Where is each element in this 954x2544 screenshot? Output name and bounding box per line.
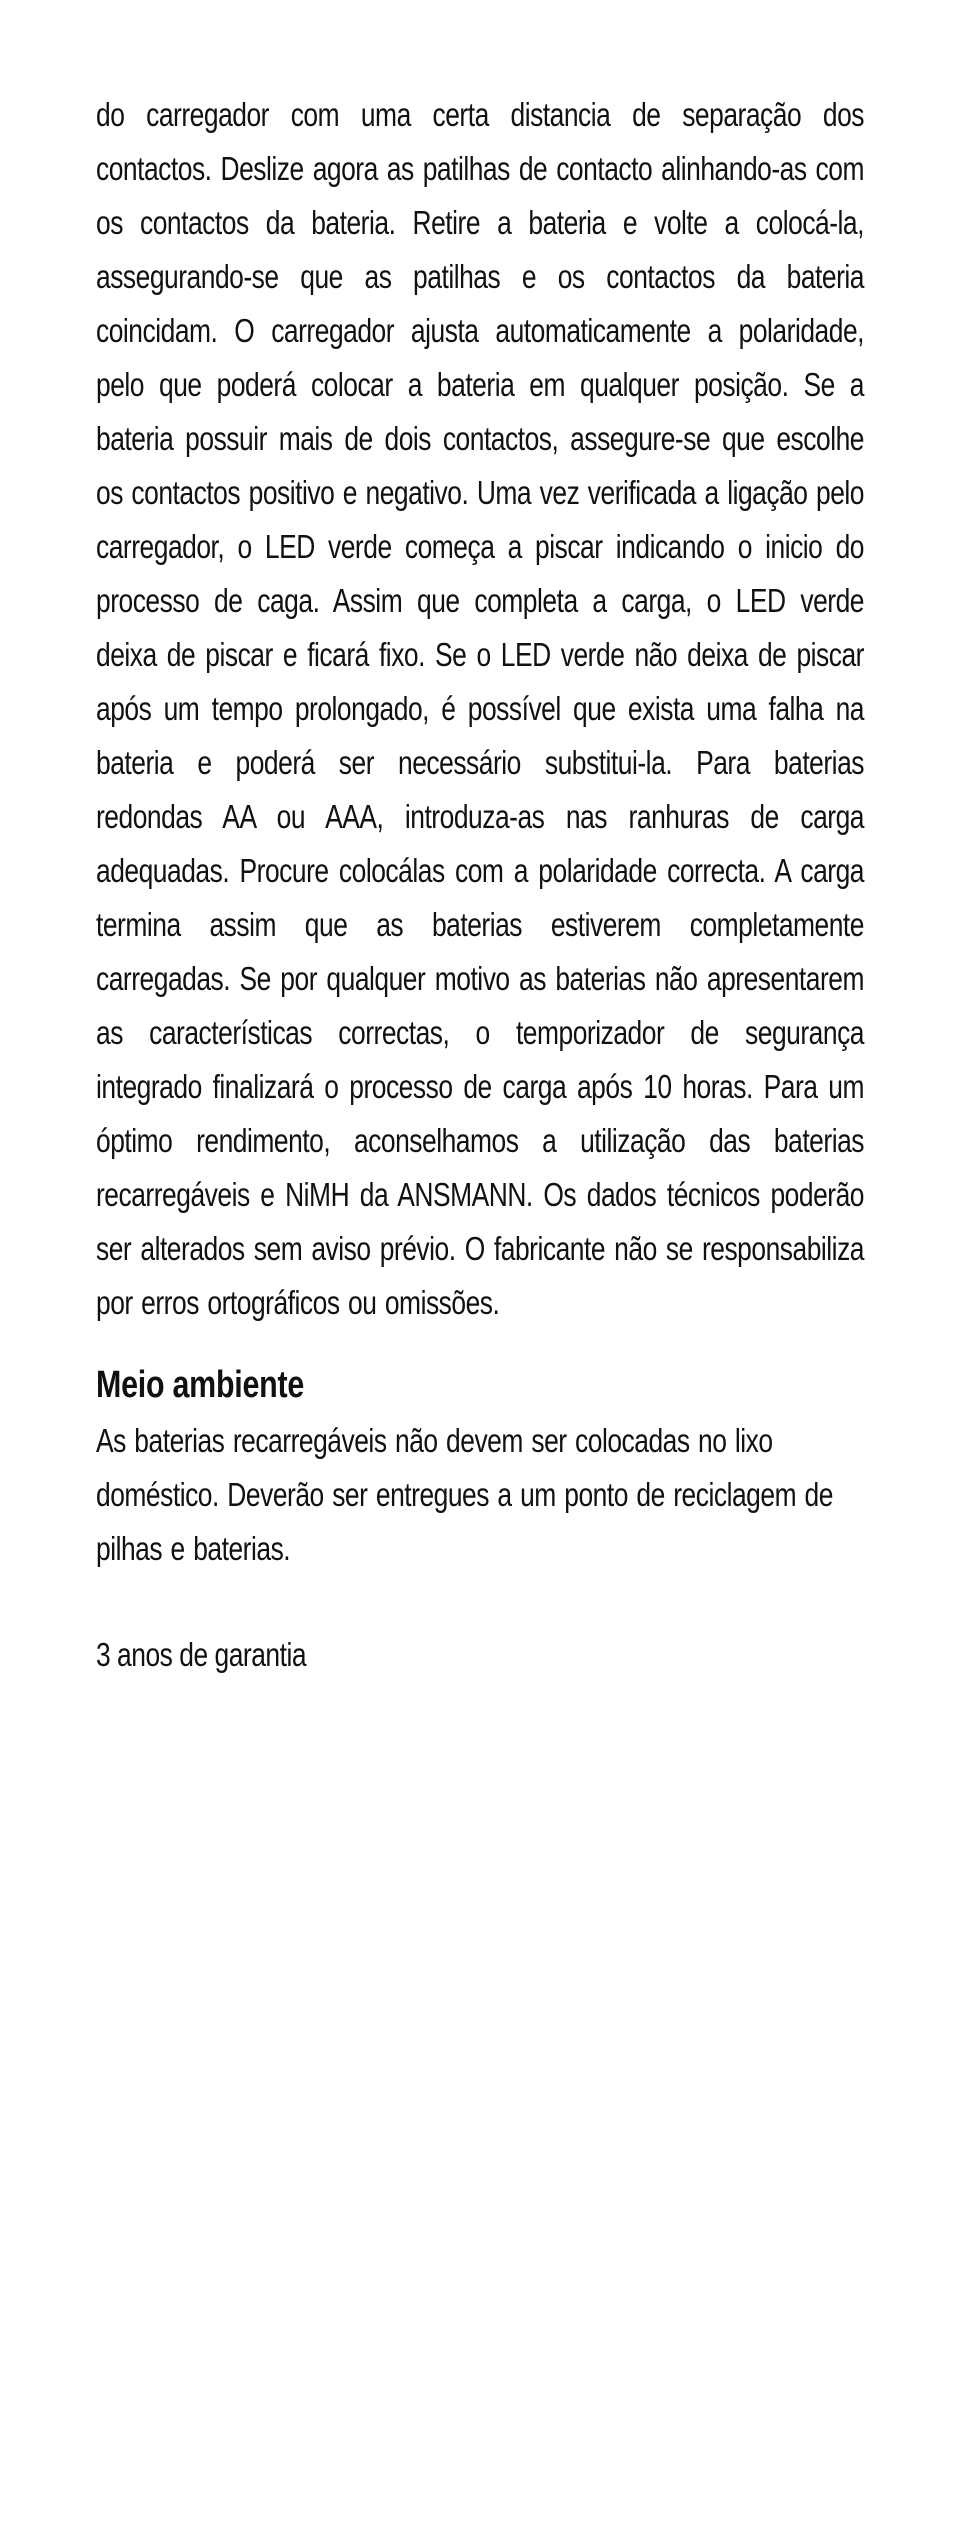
environment-heading: Meio ambiente	[96, 1364, 305, 1406]
warranty-text: 3 anos de garantia	[96, 1636, 307, 1673]
environment-paragraph: As baterias recarregáveis não devem ser colocadas no lixo doméstico. Deverão ser entregues a um ponto de reciclagem de pilhas e baterias.	[96, 1422, 833, 1567]
document-page	[96, 88, 864, 1682]
instructions-paragraph: do carregador com uma certa distancia de separação dos contactos. Deslize agora as patilhas de contacto alinhando-as com os contactos da bateria. Retire a bateria e volte a colocá-la, assegurando-se que as patilhas e os contactos da bateria coincidam. O carregador ajusta automaticamente a polaridade, pelo que poderá colocar a bateria em qualquer posição. Se a bateria possuir mais de dois contactos, assegure-se que escolhe os contactos positivo e negativo. Uma vez verificada a ligação pelo carregador, o LED verde começa a piscar indicando o inicio do processo de caga. Assim que completa a carga, o LED verde deixa de piscar e ficará fixo. Se o LED verde não deixa de piscar após um tempo prolongado, é possível que exista uma falha na bateria e poderá ser necessário substitui-la. Para baterias redondas AA ou AAA, introduza-as nas ranhuras de carga adequadas. Procure colocálas com a polaridade correcta. A carga termina assim que as baterias estiverem completamente carregadas. Se por qualquer motivo as baterias não apresentarem as características correctas, o temporizador de segurança integrado finalizará o processo de carga após 10 horas. Para um óptimo rendimento, aconselhamos a utilização das baterias recarregáveis e NiMH da ANSMANN. Os dados técnicos poderão ser alterados sem aviso prévio. O fabricante não se responsabiliza por erros ortográficos ou omissões.	[96, 96, 864, 1321]
